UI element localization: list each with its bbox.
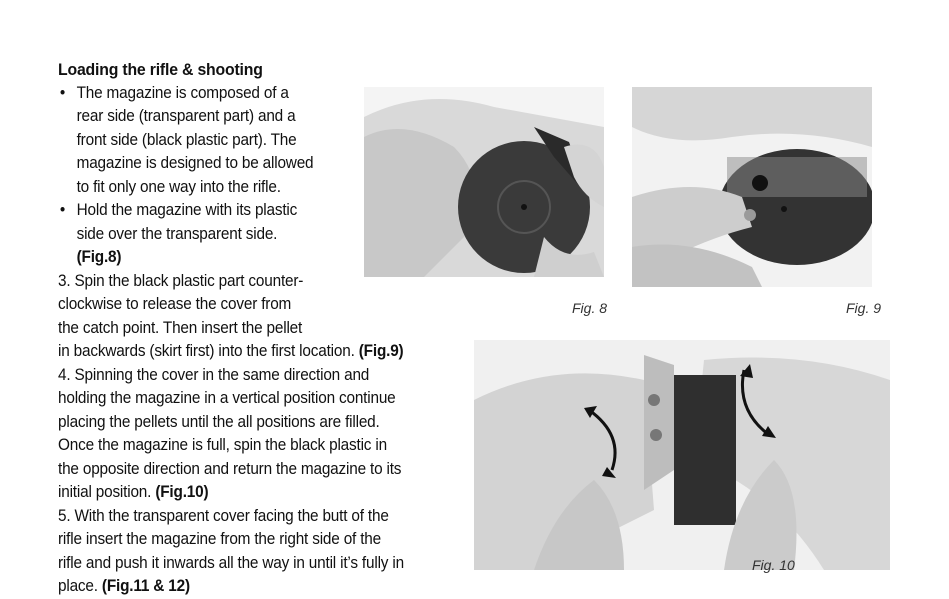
step-3 <box>58 270 449 364</box>
bullet-line: to fit only one way into the rifle. <box>76 177 281 196</box>
figure-9-caption: Fig. 9 <box>846 300 882 316</box>
step-line: initial position. <box>58 483 152 501</box>
spin-magazine-illustration <box>474 340 890 570</box>
step-4 <box>58 364 467 505</box>
bullet-line: The magazine is composed of a <box>76 83 289 102</box>
figure-reference: (Fig.9) <box>358 342 404 360</box>
step-line: 5. With the transparent cover facing the butt of the <box>58 506 389 525</box>
step-line: placing the pellets until the all positions are filled. <box>58 412 380 431</box>
step-line: Once the magazine is full, spin the black plastic in <box>58 436 387 454</box>
bullet-dot: • <box>59 83 66 102</box>
bullet-line: rear side (transparent part) and a <box>76 107 296 125</box>
step-line: rifle and push it inwards all the way in until it’s fully in <box>58 553 404 572</box>
figure-10-caption: Fig. 10 <box>752 557 795 573</box>
step-line: rifle insert the magazine from the right side of the <box>58 530 381 548</box>
step-line: holding the magazine in a vertical position continue <box>58 389 396 407</box>
figure-8-caption: Fig. 8 <box>572 300 608 316</box>
figure-reference: (Fig.8) <box>76 248 122 266</box>
bullet-dot: • <box>59 201 66 219</box>
step-5 <box>58 505 467 599</box>
bullet-line: front side (black plastic part). The <box>76 130 297 149</box>
bullet-line: side over the transparent side. <box>76 224 278 243</box>
figure-reference: (Fig.10) <box>155 483 209 501</box>
step-line: clockwise to release the cover from <box>58 295 292 313</box>
insert-pellet-illustration <box>632 87 872 287</box>
section-heading: Loading the rifle & shooting <box>58 60 263 79</box>
bullet-line: magazine is designed to be allowed <box>76 154 314 172</box>
figure-8-photo <box>364 87 604 277</box>
step-line: in backwards (skirt first) into the first location. <box>58 342 355 360</box>
step-line: 4. Spinning the cover in the same direction and <box>58 365 370 384</box>
figure-10-photo <box>474 340 890 570</box>
figure-9-photo <box>632 87 872 287</box>
step-line: 3. Spin the black plastic part counter- <box>58 271 304 290</box>
figure-reference: (Fig.11 & 12) <box>101 577 190 595</box>
bullet-line: Hold the magazine with its plastic <box>76 201 298 219</box>
step-line: place. <box>58 577 98 595</box>
hand-holding-magazine-illustration <box>364 87 604 277</box>
step-line: the catch point. Then insert the pellet <box>58 318 303 337</box>
step-line: the opposite direction and return the magazine to its <box>58 459 402 478</box>
